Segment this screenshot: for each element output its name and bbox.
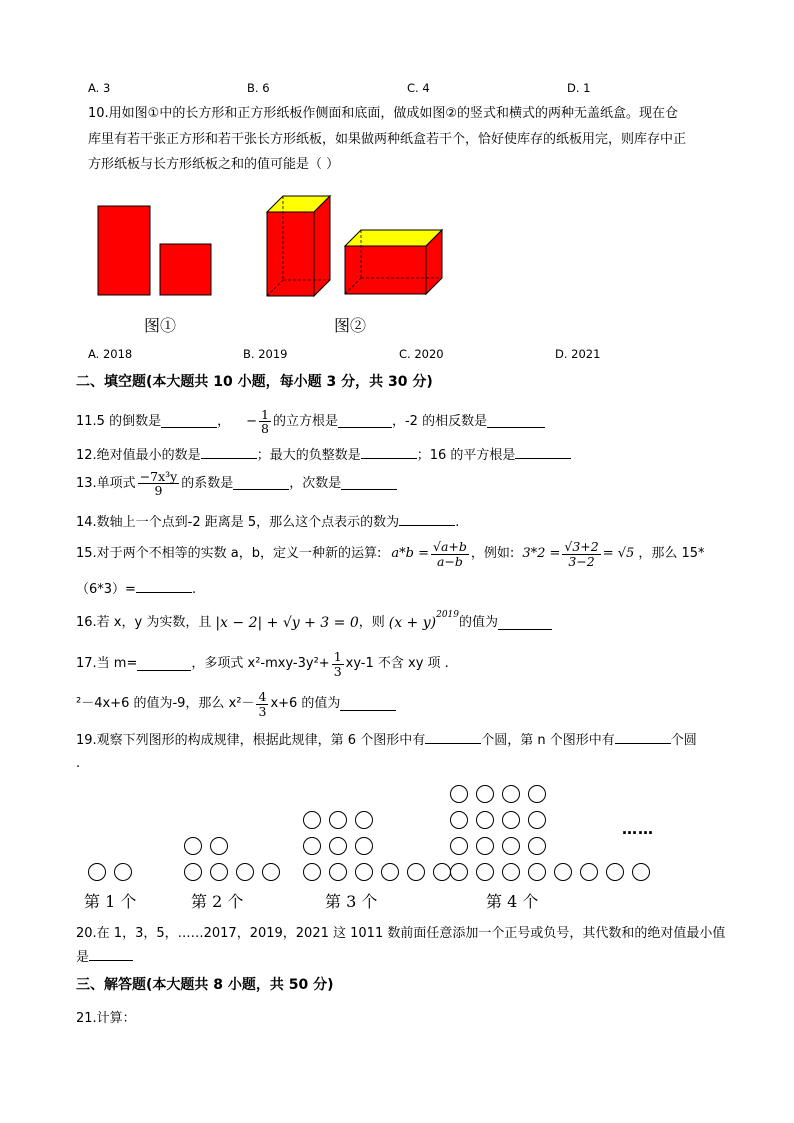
q12-text-c: ；16 的平方根是 bbox=[416, 448, 516, 463]
q19-circle bbox=[303, 837, 321, 855]
q17-text-b: ，多项式 x²-mxy-3y²+ bbox=[191, 656, 330, 671]
q19-circle bbox=[433, 863, 451, 881]
q19-circle bbox=[355, 863, 373, 881]
q15-blank[interactable] bbox=[136, 580, 192, 593]
q19-circle bbox=[407, 863, 425, 881]
q19-circle bbox=[528, 837, 546, 855]
q12-text-a: 12.绝对值最小的数是 bbox=[76, 448, 201, 463]
q15-def-lhs: a*b = bbox=[391, 546, 430, 561]
q19-circle bbox=[355, 837, 373, 855]
q18-fraction-den: 3 bbox=[258, 703, 267, 719]
q19-circle bbox=[184, 837, 202, 855]
question-15-line-2 bbox=[76, 580, 196, 598]
q19-label-1: 第 1 个 bbox=[84, 892, 137, 911]
q10-option-b: B. 2019 bbox=[243, 347, 288, 361]
q11-text-c: 的立方根是 bbox=[272, 413, 338, 429]
q18-text-b: x+6 的值为 bbox=[270, 696, 341, 711]
q9-option-b: B. 6 bbox=[247, 81, 270, 95]
q10-line-3: 方形纸板与长方形纸板之和的值可能是（ ） bbox=[88, 157, 340, 172]
q16-exponent: 2019 bbox=[436, 610, 460, 620]
q9-option-a: A. 3 bbox=[88, 81, 111, 95]
q17-fraction bbox=[332, 650, 344, 677]
q15-ex-fraction bbox=[562, 540, 600, 567]
q19-circle bbox=[632, 863, 650, 881]
q19-text-a: 19.观察下列图形的构成规律，根据此规律，第 6 个图形中有 bbox=[76, 733, 426, 748]
q18-fraction-num: 4 bbox=[258, 689, 267, 705]
q15-ex-rhs: = √5 bbox=[602, 546, 635, 561]
question-17 bbox=[76, 650, 449, 678]
q18-blank[interactable] bbox=[340, 698, 396, 711]
q19-circle bbox=[329, 863, 347, 881]
q10-option-d: D. 2021 bbox=[555, 347, 601, 361]
question-18 bbox=[76, 690, 396, 718]
q19-circle bbox=[450, 863, 468, 881]
q20-line-1: 20.在 1，3，5，……2017，2019，2021 这 1011 数前面任意添加一个正号或负号，其代数和的绝对值最小值 bbox=[76, 926, 726, 941]
q14-text-b: . bbox=[455, 515, 460, 530]
figure-2-horizontal-box bbox=[345, 230, 442, 294]
q19-circle bbox=[355, 811, 373, 829]
q19-text-d: . bbox=[76, 756, 81, 771]
q19-circle bbox=[528, 811, 546, 829]
q12-blank-3[interactable] bbox=[515, 446, 571, 459]
q15-text-b: ，例如: bbox=[470, 546, 515, 561]
q19-circle bbox=[303, 811, 321, 829]
q19-circle bbox=[554, 863, 572, 881]
q18-fraction bbox=[256, 690, 268, 717]
q10-option-a: A. 2018 bbox=[88, 347, 133, 361]
q19-circle bbox=[476, 811, 494, 829]
q19-circle bbox=[450, 811, 468, 829]
q19-blank-1[interactable] bbox=[425, 731, 481, 744]
q14-text-a: 14.数轴上一个点到-2 距离是 5，那么这个点表示的数为 bbox=[76, 515, 400, 530]
q11-text-a: 11.5 的倒数是 bbox=[76, 413, 162, 429]
q16-expression: |x − 2| + √y + 3 = 0 bbox=[215, 615, 359, 631]
question-19 bbox=[76, 731, 697, 749]
section-3-heading: 三、解答题(本大题共 8 小题，共 50 分) bbox=[76, 977, 334, 993]
q15-ex-num: √3+2 bbox=[564, 539, 599, 555]
q19-circle bbox=[476, 785, 494, 803]
q16-text-b: ，则 bbox=[358, 615, 385, 630]
q11-blank-1[interactable] bbox=[161, 415, 217, 428]
q17-text-a: 17.当 m= bbox=[76, 656, 138, 671]
q11-text-d: ，-2 的相反数是 bbox=[391, 413, 488, 429]
figure-2-vertical-box bbox=[267, 196, 330, 296]
q9-option-c: C. 4 bbox=[407, 81, 430, 95]
section-2-heading: 二、填空题(本大题共 10 小题，每小题 3 分，共 30 分) bbox=[76, 374, 433, 390]
q11-fraction-den: 8 bbox=[261, 421, 269, 437]
q17-fraction-num: 1 bbox=[333, 649, 342, 665]
figure-1-rectangle bbox=[98, 206, 150, 295]
q11-blank-2[interactable] bbox=[338, 415, 392, 428]
q13-text-a: 13.单项式 bbox=[76, 475, 136, 491]
q19-circle bbox=[502, 863, 520, 881]
q19-circle bbox=[606, 863, 624, 881]
q19-blank-2[interactable] bbox=[615, 731, 671, 744]
q19-circle bbox=[210, 863, 228, 881]
q15-ex-lhs: 3*2 = bbox=[522, 546, 561, 561]
q13-blank-1[interactable] bbox=[233, 477, 289, 490]
q13-fraction-num: −7x³y bbox=[139, 469, 178, 484]
q12-text-b: ；最大的负整数是 bbox=[256, 448, 361, 463]
q13-blank-2[interactable] bbox=[341, 477, 397, 490]
figure-2-label: 图② bbox=[334, 316, 367, 335]
q19-circle bbox=[184, 863, 202, 881]
q19-circle bbox=[502, 811, 520, 829]
q15-text-a: 15.对于两个不相等的实数 a，b，定义一种新的运算: bbox=[76, 546, 382, 561]
q10-option-c: C. 2020 bbox=[399, 347, 444, 361]
q18-text-a: ²－4x+6 的值为-9，那么 x²－ bbox=[76, 696, 255, 711]
q19-circle bbox=[88, 863, 106, 881]
q10-line-1: 10.用如图①中的长方形和正方形纸板作侧面和底面，做成如图②的竖式和横式的两种无盖纸盒。现在仓 bbox=[88, 106, 678, 121]
q20-line-2 bbox=[76, 948, 133, 966]
q11-fraction-num: 1 bbox=[261, 407, 269, 422]
q17-text-c: xy-1 不含 xy 项 . bbox=[345, 656, 449, 671]
question-11 bbox=[76, 408, 545, 435]
q14-blank[interactable] bbox=[399, 513, 455, 526]
q19-circle bbox=[329, 837, 347, 855]
q19-circle bbox=[303, 863, 321, 881]
q9-option-d: D. 1 bbox=[567, 81, 591, 95]
question-13 bbox=[76, 470, 397, 497]
q13-fraction-den: 9 bbox=[154, 483, 163, 499]
q19-label-2: 第 2 个 bbox=[191, 892, 244, 911]
q19-circle bbox=[476, 837, 494, 855]
q10-line-2: 库里有若干张正方形和若干张长方形纸板，如果做两种纸盒若干个，恰好使库存的纸板用完，则库存中正 bbox=[88, 132, 687, 147]
q19-label-3: 第 3 个 bbox=[325, 892, 378, 911]
q12-blank-2[interactable] bbox=[361, 446, 417, 459]
q16-expression-2: (x + y) bbox=[388, 615, 437, 631]
q15-def-den: a−b bbox=[437, 553, 463, 569]
q19-label-4: 第 4 个 bbox=[486, 892, 539, 911]
q13-fraction bbox=[138, 470, 180, 497]
question-21: 21.计算： bbox=[76, 1011, 136, 1026]
q20-blank[interactable] bbox=[89, 948, 133, 961]
q19-circle bbox=[329, 811, 347, 829]
q19-circle bbox=[236, 863, 254, 881]
q19-circle bbox=[476, 863, 494, 881]
q19-ellipsis: …… bbox=[622, 820, 654, 838]
q19-circle bbox=[502, 837, 520, 855]
q15-text-c: ，那么 15* bbox=[638, 546, 705, 561]
q19-circle bbox=[114, 863, 132, 881]
q19-circle bbox=[262, 863, 280, 881]
question-12 bbox=[76, 446, 571, 464]
q11-blank-3[interactable] bbox=[487, 415, 545, 428]
q19-circle bbox=[502, 785, 520, 803]
q19-circle bbox=[580, 863, 598, 881]
question-16 bbox=[76, 610, 552, 636]
q17-fraction-den: 3 bbox=[333, 663, 342, 679]
q19-circle bbox=[450, 837, 468, 855]
q10-figure bbox=[90, 190, 460, 305]
q19-circle bbox=[528, 863, 546, 881]
q19-text-c: 个圆 bbox=[670, 733, 697, 748]
q15-text-e: . bbox=[191, 582, 197, 597]
q19-text-b: 个圆，第 n 个图形中有 bbox=[481, 733, 615, 748]
q16-text-a: 16.若 x，y 为实数，且 bbox=[76, 615, 212, 630]
q15-text-d: （6*3）= bbox=[76, 582, 136, 597]
q11-minus: − bbox=[246, 413, 257, 429]
question-14 bbox=[76, 513, 459, 531]
q19-circle bbox=[450, 785, 468, 803]
q19-circle bbox=[528, 785, 546, 803]
q15-def-fraction bbox=[431, 540, 469, 567]
q13-text-c: ，次数是 bbox=[289, 475, 342, 491]
q11-fraction bbox=[259, 408, 271, 435]
q13-text-b: 的系数是 bbox=[181, 475, 234, 491]
q12-blank-1[interactable] bbox=[201, 446, 257, 459]
q17-blank[interactable] bbox=[137, 658, 191, 671]
q16-blank[interactable] bbox=[498, 617, 552, 630]
q15-ex-den: 3−2 bbox=[568, 553, 595, 569]
figure-1-label: 图① bbox=[144, 316, 177, 335]
figure-1-square bbox=[160, 244, 211, 295]
q20-text: 是 bbox=[76, 950, 90, 965]
question-15 bbox=[76, 536, 705, 572]
q11-text-b: ， bbox=[217, 413, 231, 429]
q15-def-num: √a+b bbox=[433, 539, 467, 555]
q19-circle bbox=[210, 837, 228, 855]
q19-circle bbox=[381, 863, 399, 881]
q16-text-c: 的值为 bbox=[459, 615, 499, 630]
